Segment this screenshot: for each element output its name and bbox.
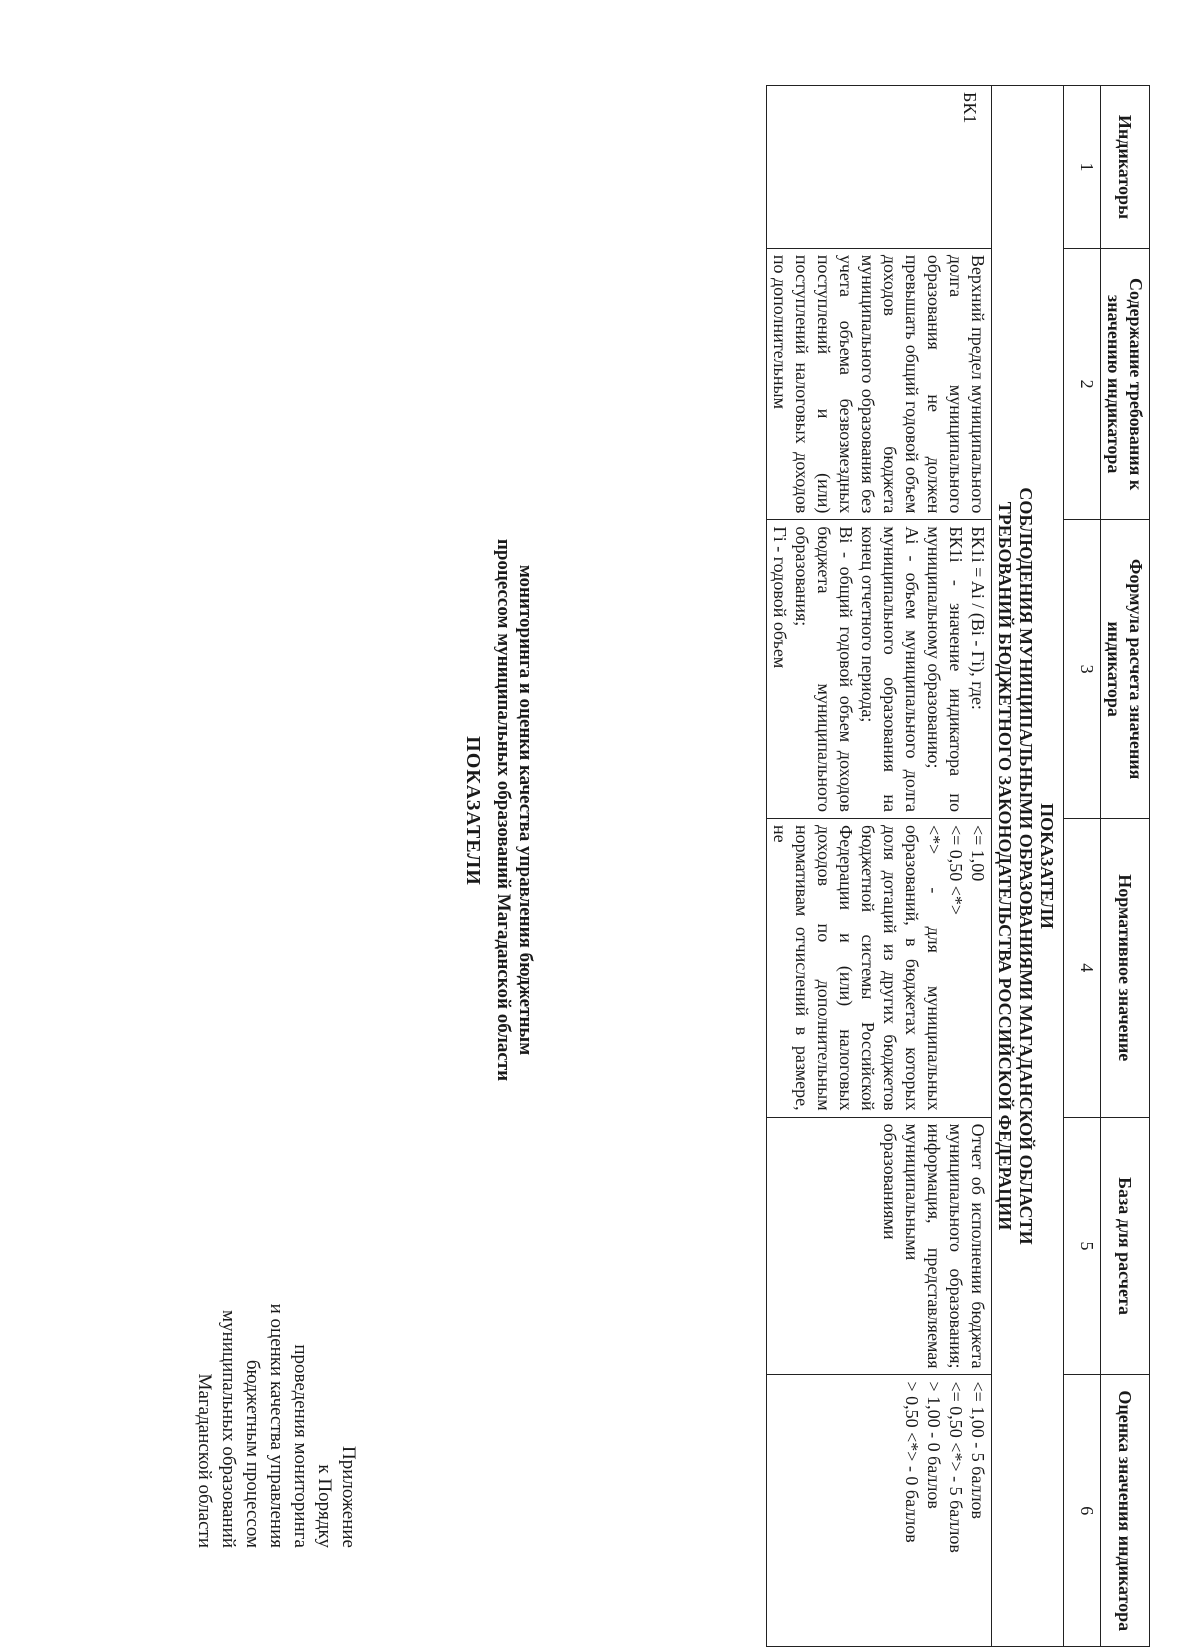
column-number: 6	[1064, 1375, 1101, 1647]
header-row	[1101, 86, 1150, 1647]
column-number-row	[1064, 86, 1101, 1647]
document-title: ПОКАЗАТЕЛИ	[462, 736, 484, 886]
appendix-line: к Порядку	[314, 1464, 335, 1548]
score-cell	[767, 1375, 992, 1647]
normative-cell	[767, 818, 992, 1117]
appendix-line: бюджетным процессом	[242, 1359, 263, 1548]
base-cell: Отчет об исполнении бюджета муниципального образования; информация, представляемая муниципальными образованиями	[767, 1117, 992, 1375]
score-line: <= 0,50 <*> - 5 баллов	[946, 1381, 966, 1553]
section-line: ПОКАЗАТЕЛИ	[1037, 803, 1057, 929]
score-line: > 1,00 - 0 баллов	[924, 1381, 944, 1509]
appendix-line: муниципальных образований	[218, 1310, 239, 1548]
header-cell-formula: Формула расчета значения индикатора	[1101, 520, 1150, 819]
section-heading	[992, 86, 1064, 1647]
section-line: СОБЛЮДЕНИЯ МУНИЦИПАЛЬНЫМИ ОБРАЗОВАНИЯМИ МАГАДАНСКОЙ ОБЛАСТИ	[1016, 487, 1036, 1245]
formula-cell	[767, 520, 992, 819]
header-cell-requirement: Содержание требования к значению индикатора	[1101, 248, 1150, 519]
indicator-code: БК1	[767, 86, 992, 249]
indicators-table	[766, 85, 1150, 1647]
header-cell-base: База для расчета	[1101, 1117, 1150, 1375]
requirement-cell: Верхний предел муниципального долга муниципального образования не должен превышать общий годовой объем доходов бюджета муниципального образования без учета объема безвозмездных поступлений и (или) поступлений налоговых доходов по дополнительным	[767, 248, 992, 519]
normative-line: <= 0,50 <*>	[946, 824, 966, 916]
column-number: 1	[1064, 86, 1101, 249]
formula-line: Гi - годовой объем	[770, 526, 790, 669]
appendix-line: Приложение	[338, 1446, 359, 1548]
appendix-block	[192, 1168, 360, 1548]
score-line: > 0,50 <*> - 0 баллов	[902, 1381, 922, 1543]
column-number: 5	[1064, 1117, 1101, 1375]
appendix-line: проведения мониторинга	[290, 1344, 311, 1548]
column-number: 4	[1064, 818, 1101, 1117]
formula-line: Bi - общий годовой объем доходов бюджета муниципального образования;	[792, 526, 856, 812]
formula-line: БК1i = Ai / (Bi - Гi), где:	[968, 526, 988, 710]
appendix-line: Магаданской области	[194, 1373, 215, 1548]
table-row	[767, 86, 992, 1647]
section-line: ТРЕБОВАНИЙ БЮДЖЕТНОГО ЗАКОНОДАТЕЛЬСТВА РОССИЙСКОЙ ФЕДЕРАЦИИ	[995, 501, 1015, 1231]
section-row	[992, 86, 1064, 1647]
header-cell-indicators: Индикаторы	[1101, 86, 1150, 249]
subtitle-line: мониторинга и оценки качества управления бюджетным	[515, 564, 536, 1056]
formula-line: Ai - объем муниципального долга муниципального образования на конец отчетного периода;	[858, 526, 922, 812]
document-subtitle	[492, 400, 536, 1220]
normative-line: <*> - для муниципальных образований, в бюджетах которых доля дотаций из других бюджетов бюджетной системы Российской Федерации и (или) налоговых доходов по дополнительным нормативам отчислений в размере, не	[770, 824, 944, 1111]
header-cell-normative: Нормативное значение	[1101, 818, 1150, 1117]
score-line: <= 1,00 - 5 баллов	[968, 1381, 988, 1520]
subtitle-line: процессом муниципальных образований Магаданской области	[493, 538, 514, 1082]
header-cell-score: Оценка значения индикатора	[1101, 1375, 1150, 1647]
appendix-line: и оценки качества управления	[266, 1303, 287, 1548]
column-number: 3	[1064, 520, 1101, 819]
formula-line: БК1i - значение индикатора по муниципальному образованию;	[924, 526, 966, 812]
normative-line: <= 1,00	[968, 824, 988, 882]
column-number: 2	[1064, 248, 1101, 519]
